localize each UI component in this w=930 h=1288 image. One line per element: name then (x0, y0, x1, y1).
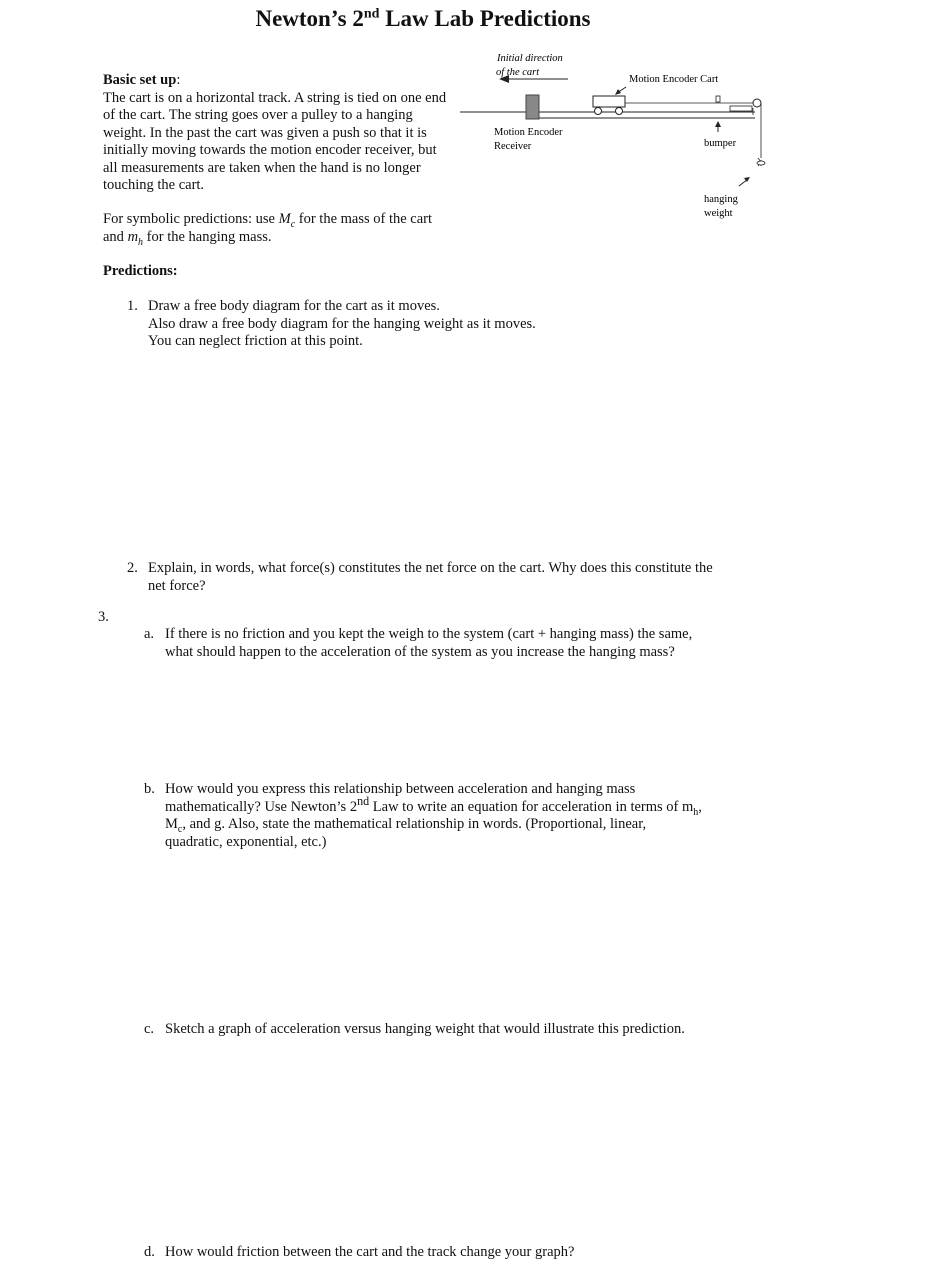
cart (593, 96, 625, 107)
q3c-label: c. (144, 1021, 155, 1037)
bumper-pointer-arrowhead (715, 121, 721, 127)
hanging-weight (757, 161, 765, 165)
q1-text: Draw a free body diagram for the cart as it moves. Also draw a free body diagram for the hanging weight as it moves. You can neglect friction at this point. (148, 298, 536, 349)
page-title: Newton’s 2nd Law Lab Predictions (255, 6, 591, 31)
q3b-label: b. (144, 781, 155, 797)
q2-number: 2. (127, 560, 138, 576)
q3-number: 3. (98, 609, 109, 625)
track-end-block (730, 106, 752, 111)
initial-direction-label-1: Initial direction (497, 53, 563, 64)
pulley (753, 99, 761, 107)
q3c-text: Sketch a graph of acceleration versus hanging weight that would illustrate this prediction. (165, 1021, 685, 1037)
receiver-label-2: Receiver (494, 141, 532, 152)
bumper-label: bumper (704, 138, 737, 149)
cart-wheel-right (616, 108, 623, 115)
bumper (716, 96, 720, 102)
setup-text: The cart is on a horizontal track. A string is tied on one end of the cart. The string goes over a pulley to a hanging weight. In the past the cart was given a push so that it is initially moving towards the motion encoder receiver, but all measurements are taken when the hand is no longer touching the cart. (103, 89, 447, 193)
initial-direction-label-2: of the cart (496, 67, 540, 78)
hanging-weight-label-2: weight (704, 208, 733, 219)
hanging-weight-label-1: hanging (704, 194, 738, 205)
q3a-text: If there is no friction and you kept the weigh to the system (cart + hanging mass) the same, what should happen to the acceleration of the system as you increase the hanging mass? (165, 626, 693, 660)
q3a-label: a. (144, 626, 155, 642)
receiver-label-1: Motion Encoder (494, 127, 563, 138)
q2-text: Explain, in words, what force(s) constitutes the net force on the cart. Why does this constitute the net force? (148, 560, 713, 594)
q1-number: 1. (127, 298, 138, 314)
cart-pointer-arrowhead (615, 89, 621, 95)
q3d-text: How would friction between the cart and the track change your graph? (165, 1244, 575, 1260)
predictions-heading: Predictions: (103, 263, 178, 279)
symbolic-note: For symbolic predictions: use $M_c$ for the mass of the cart and $m_h$ for the hanging mass. (103, 211, 433, 248)
q3d-label: d. (144, 1244, 155, 1260)
motion-encoder-cart-label: Motion Encoder Cart (629, 74, 719, 85)
setup-heading: Basic set up (103, 72, 177, 88)
setup-paragraph: Basic set up: The cart is on a horizontal track. A string is tied on one end of the cart. The string goes over a pulley to a hanging weight. In the past the cart was given a push so that it is initially moving towards the motion encoder receiver, but all measurements are taken when the hand is no longer touching the cart. (103, 72, 447, 193)
cart-wheel-left (595, 108, 602, 115)
q3b-text: How would you express this relationship between acceleration and hanging mass mathematically? Use Newton’s 2nd Law to write an equation for acceleration in terms of $m_h$, $M_c$, and g. Also, state the mathematical relationship in words. (Proportional, linear, quadratic, exponential, etc.) (165, 781, 702, 850)
motion-encoder-receiver (526, 95, 539, 119)
setup-diagram (455, 48, 775, 228)
